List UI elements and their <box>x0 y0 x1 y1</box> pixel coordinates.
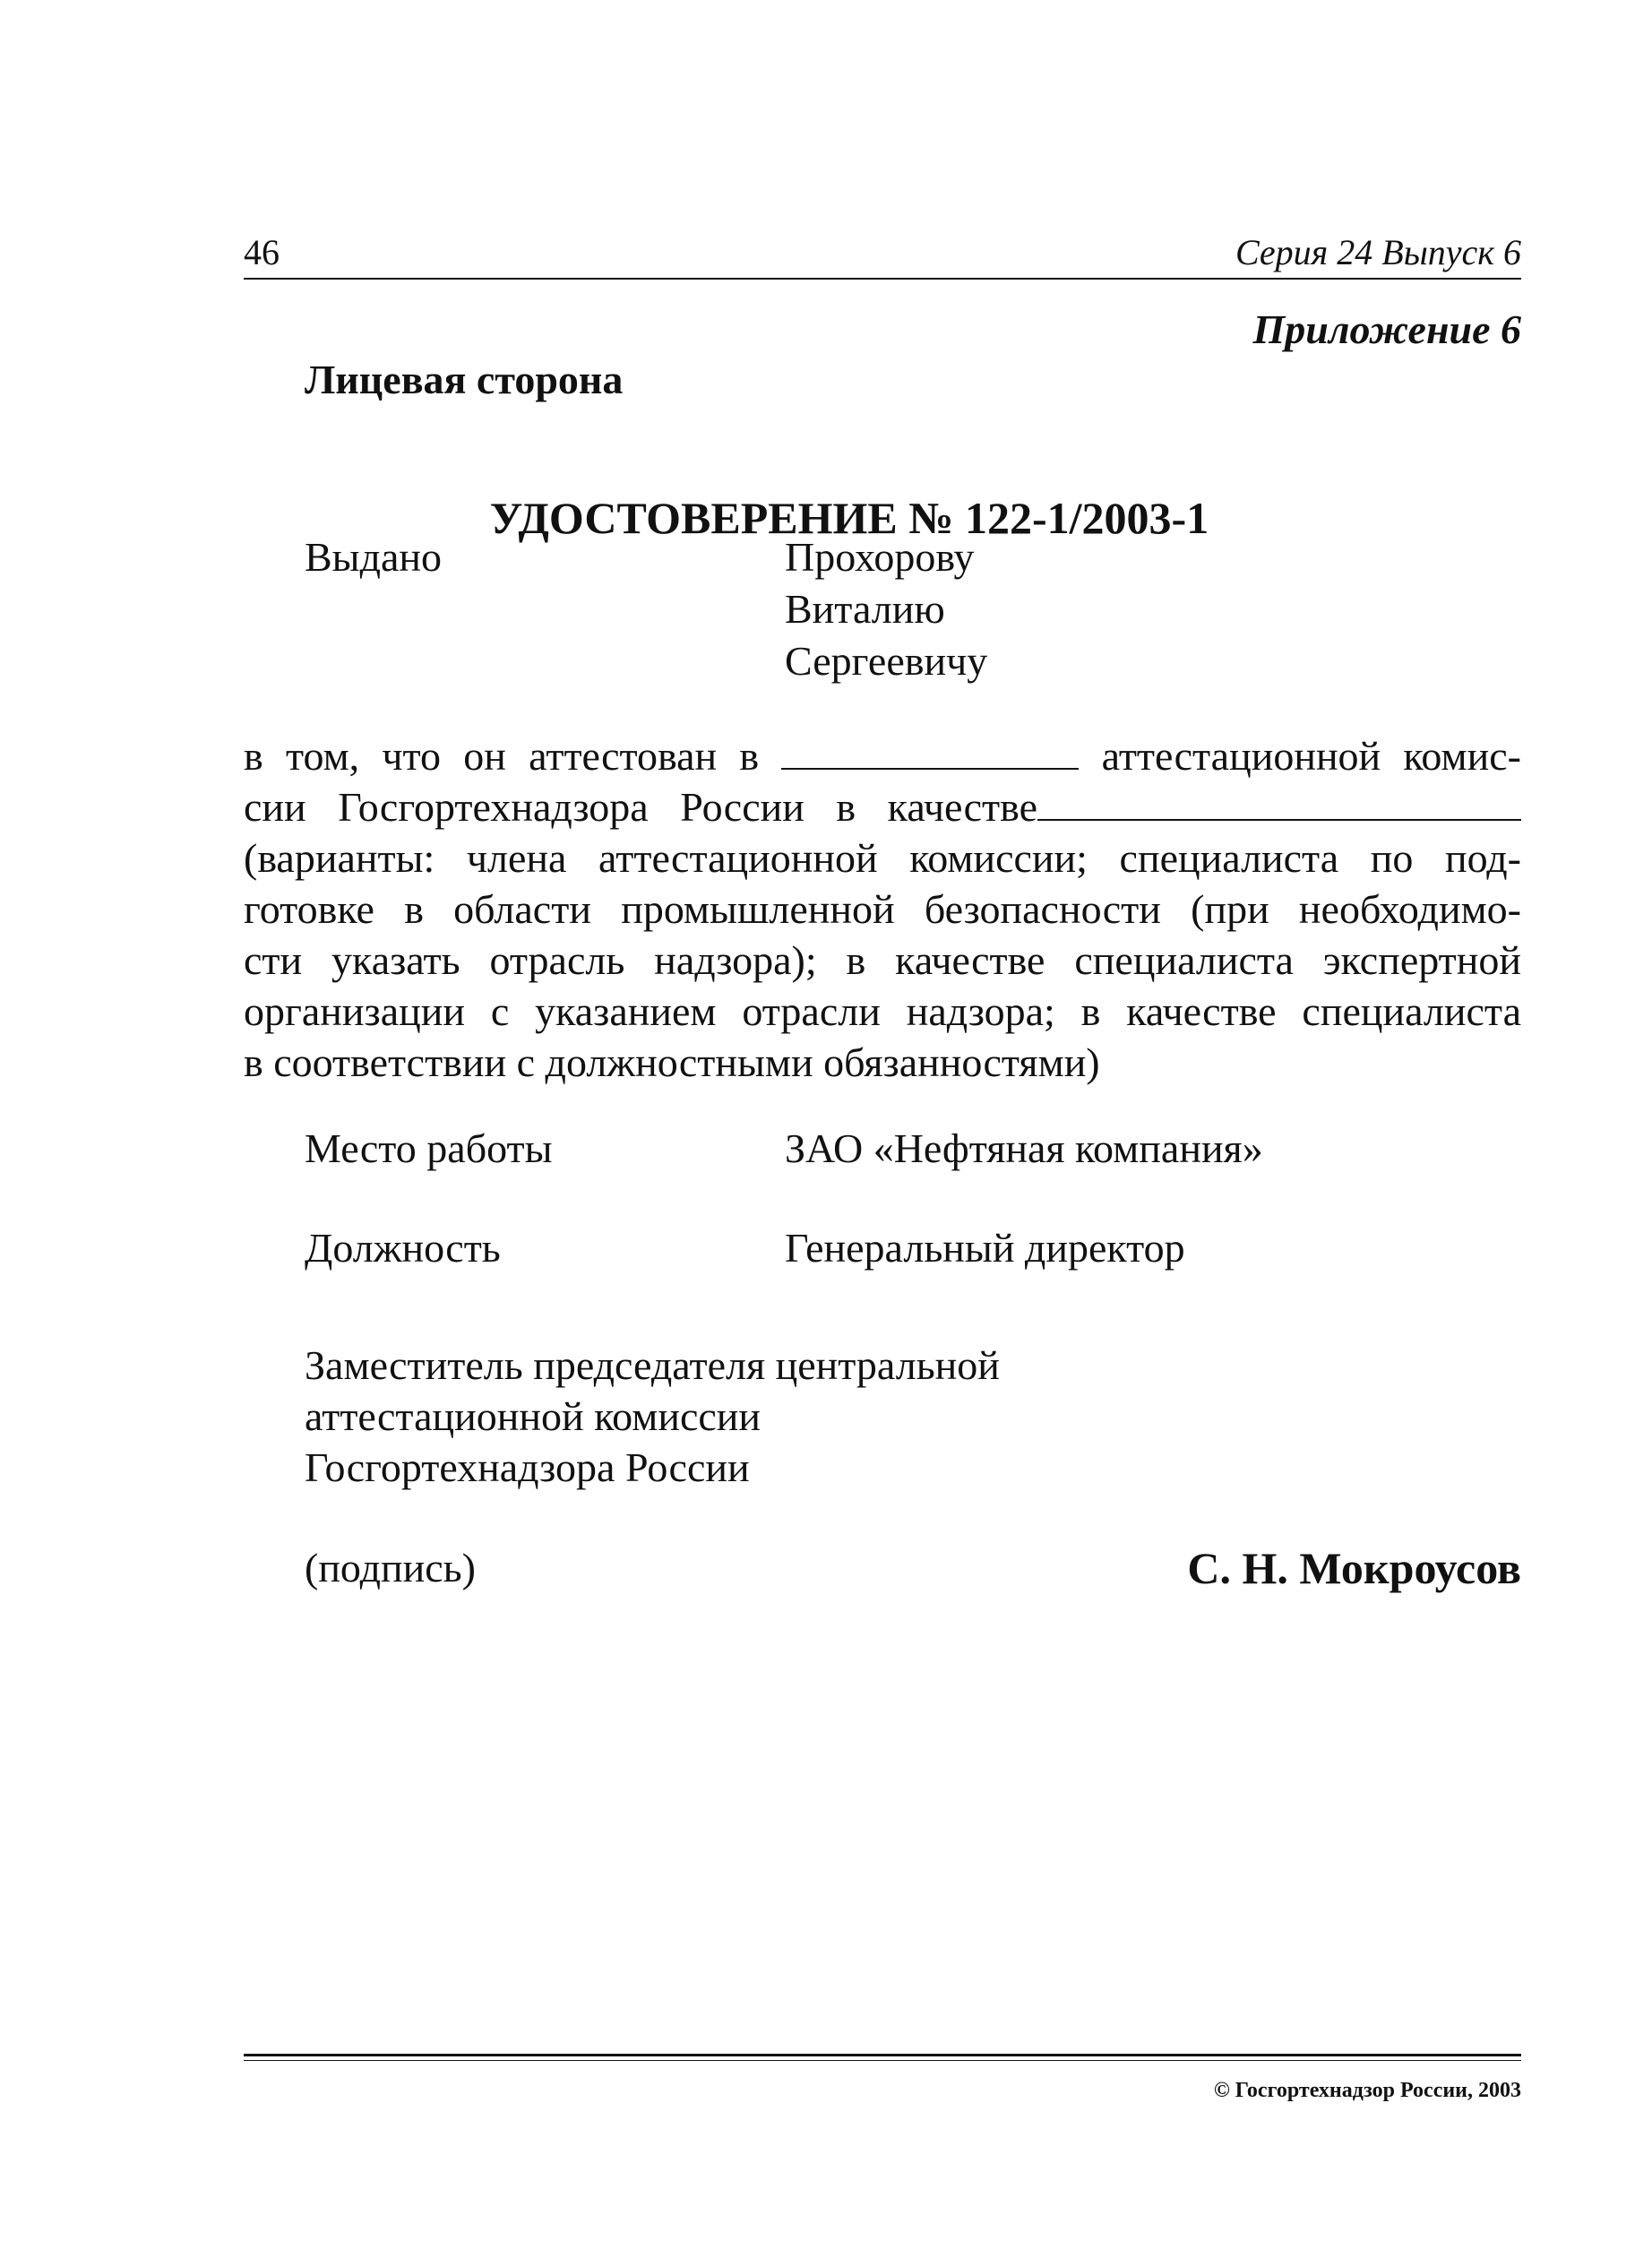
body-line-3: (варианты: члена аттестационной комиссии; специалиста по под- <box>244 835 1521 881</box>
position-value: Генеральный директор <box>785 1225 1185 1271</box>
certificate-title: УДОСТОВЕРЕНИЕ № 122-1/2003-1 <box>489 493 1209 543</box>
page-number: 46 <box>244 232 280 272</box>
side-label: Лицевая сторона <box>305 357 624 402</box>
blank-commission-field <box>781 732 1079 770</box>
signer-position-line-1: Заместитель председателя центральной <box>305 1342 1000 1388</box>
body-line-6: организации с указанием отрасли надзора; в качестве специалиста <box>244 988 1521 1034</box>
body-line-1: в том, что он аттестован в аттестационной комис- <box>244 733 1521 779</box>
blank-capacity-field <box>1037 783 1521 821</box>
issued-label: Выдано <box>305 534 443 580</box>
signer-position <box>305 1340 1000 1493</box>
header-rule <box>244 278 1521 280</box>
body-line-4: готовке в области промышленной безопасности (при необходимо- <box>244 886 1521 932</box>
workplace-label: Место работы <box>305 1125 553 1171</box>
surname: Прохорову <box>785 534 975 580</box>
patronymic: Сергеевичу <box>785 638 988 684</box>
series-label: Серия 24 Выпуск 6 <box>1235 232 1521 272</box>
body-line-5: сти указать отрасль надзора); в качестве специалиста экспертной <box>244 937 1521 983</box>
position-label: Должность <box>305 1225 501 1271</box>
issued-to-name <box>785 531 987 687</box>
footer-rule-thin <box>244 2060 1521 2061</box>
body-line-7: в соответствии с должностными обязанностями) <box>244 1039 1100 1085</box>
certificate-body <box>244 730 1521 1088</box>
signer-position-line-2: аттестационной комиссии <box>305 1393 761 1439</box>
copyright-notice: © Госгортехнадзор России, 2003 <box>1213 2079 1521 2102</box>
workplace-value: ЗАО «Нефтяная компания» <box>785 1125 1263 1171</box>
footer-rule <box>244 2054 1521 2056</box>
body-line-2: сии Госгортехнадзора России в качестве <box>244 781 1521 832</box>
signature-placeholder: (подпись) <box>305 1545 476 1590</box>
appendix-label: Приложение 6 <box>1252 306 1521 352</box>
signer-position-line-3: Госгортехнадзора России <box>305 1444 750 1490</box>
signatory-name: С. Н. Мокроусов <box>1187 1543 1521 1593</box>
first-name: Виталию <box>785 586 945 632</box>
